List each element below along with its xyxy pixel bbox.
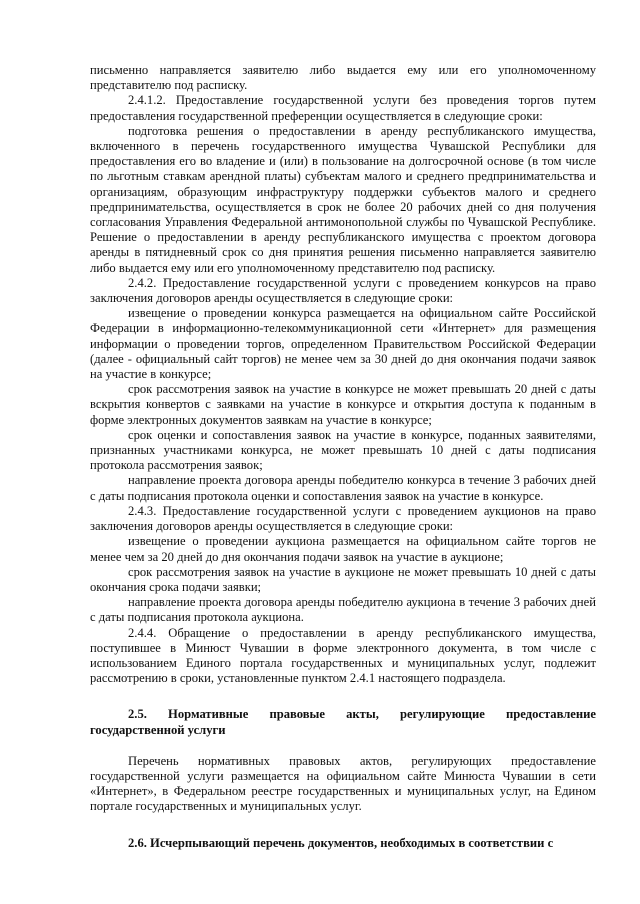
paragraph-contest-contract: направление проекта договора аренды победителю конкурса в течение 3 рабочих дней с даты подписания протокола оценки и сопоставления заявок на участие в конкурсе. [90, 473, 596, 503]
paragraph-auction-review: срок рассмотрения заявок на участие в аукционе не может превышать 10 дней с даты окончания срока подачи заявки; [90, 564, 596, 594]
document-page [90, 63, 596, 851]
section-heading-2-6: 2.6. Исчерпывающий перечень документов, необходимых в соответствии с [128, 835, 554, 850]
paragraph-2-4-4: 2.4.4. Обращение о предоставлении в аренду республиканского имущества, поступившее в Минюст Чувашии в форме электронного документа, в том числе с использованием Единого портала государственных и муниципальных услуг, подлежит рассмотрению в сроки, установленные пунктом 2.4.1 настоящего подраздела. [90, 625, 596, 686]
paragraph-2-4-1-2: 2.4.1.2. Предоставление государственной услуги без проведения торгов путем предоставления государственной преференции осуществляется в следующие сроки: [90, 93, 596, 123]
paragraph-contest-notice: извещение о проведении конкурса размещается на официальном сайте Российской Федерации в информационно-телекоммуникационной сети «Интернет» для размещения информации о проведении торгов, определенном Правительством Российской Федерации (далее - официальный сайт торгов) не менее чем за 30 дней до дня окончания подачи заявок на участие в конкурсе; [90, 306, 596, 382]
paragraph-2-4-3: 2.4.3. Предоставление государственной услуги с проведением аукционов на право заключения договоров аренды осуществляется в следующие сроки: [90, 503, 596, 534]
section-spacer [90, 686, 596, 707]
section-spacer [90, 738, 596, 754]
paragraph-2-4-2: 2.4.2. Предоставление государственной услуги с проведением конкурсов на право заключения договоров аренды осуществляется в следующие сроки: [90, 275, 596, 306]
paragraph-preference-decision: подготовка решения о предоставлении в аренду республиканского имущества, включенного в перечень государственного имущества Чувашской Республики для предоставления его во владение и (или) в пользование на долгосрочной основе (в том числе по льготным ставкам арендной платы) субъектам малого и среднего предпринимательства и организациям, образующим инфраструктуру поддержки субъектов малого и среднего предпринимательства, осуществляется в срок не более 20 рабочих дней со дня получения согласования Управления Федеральной антимонопольной службы по Чувашской Республике. Решение о предоставлении в аренду республиканского имущества с проектом договора аренды в пятидневный срок со дня принятия решения письменно направляется заявителю либо выдается ему или его уполномоченному представителю под расписку. [90, 123, 596, 275]
paragraph-contest-evaluation: срок оценки и сопоставления заявок на участие в конкурсе, поданных заявителями, признанных участниками конкурса, не может превышать 10 дней с даты подписания протокола рассмотрения заявок; [90, 427, 596, 473]
paragraph-2-5-body: Перечень нормативных правовых актов, регулирующих предоставление государственной услуги размещается на официальном сайте Минюста Чувашии в сети «Интернет», в Федеральном реестре государственных и муниципальных услуг, на Едином портале государственных и муниципальных услуг. [90, 753, 596, 814]
paragraph-contest-review: срок рассмотрения заявок на участие в конкурсе не может превышать 20 дней с даты вскрытия конвертов с заявками на участие в конкурсе и открытия доступа к поданным в форме электронных документов заявкам на участие в конкурсе; [90, 382, 596, 427]
section-spacer [90, 815, 596, 836]
paragraph-auction-notice: извещение о проведении аукциона размещается на официальном сайте торгов не менее чем за 20 дней до дня окончания подачи заявок на участие в аукционе; [90, 534, 596, 564]
paragraph-auction-contract: направление проекта договора аренды победителю аукциона в течение 3 рабочих дней с даты подписания протокола аукциона. [90, 595, 596, 625]
paragraph-continuation: письменно направляется заявителю либо выдается ему или его уполномоченному представителю под расписку. [90, 63, 596, 93]
section-heading-2-5: 2.5. Нормативные правовые акты, регулирующие предоставление государственной услуги [90, 707, 596, 737]
